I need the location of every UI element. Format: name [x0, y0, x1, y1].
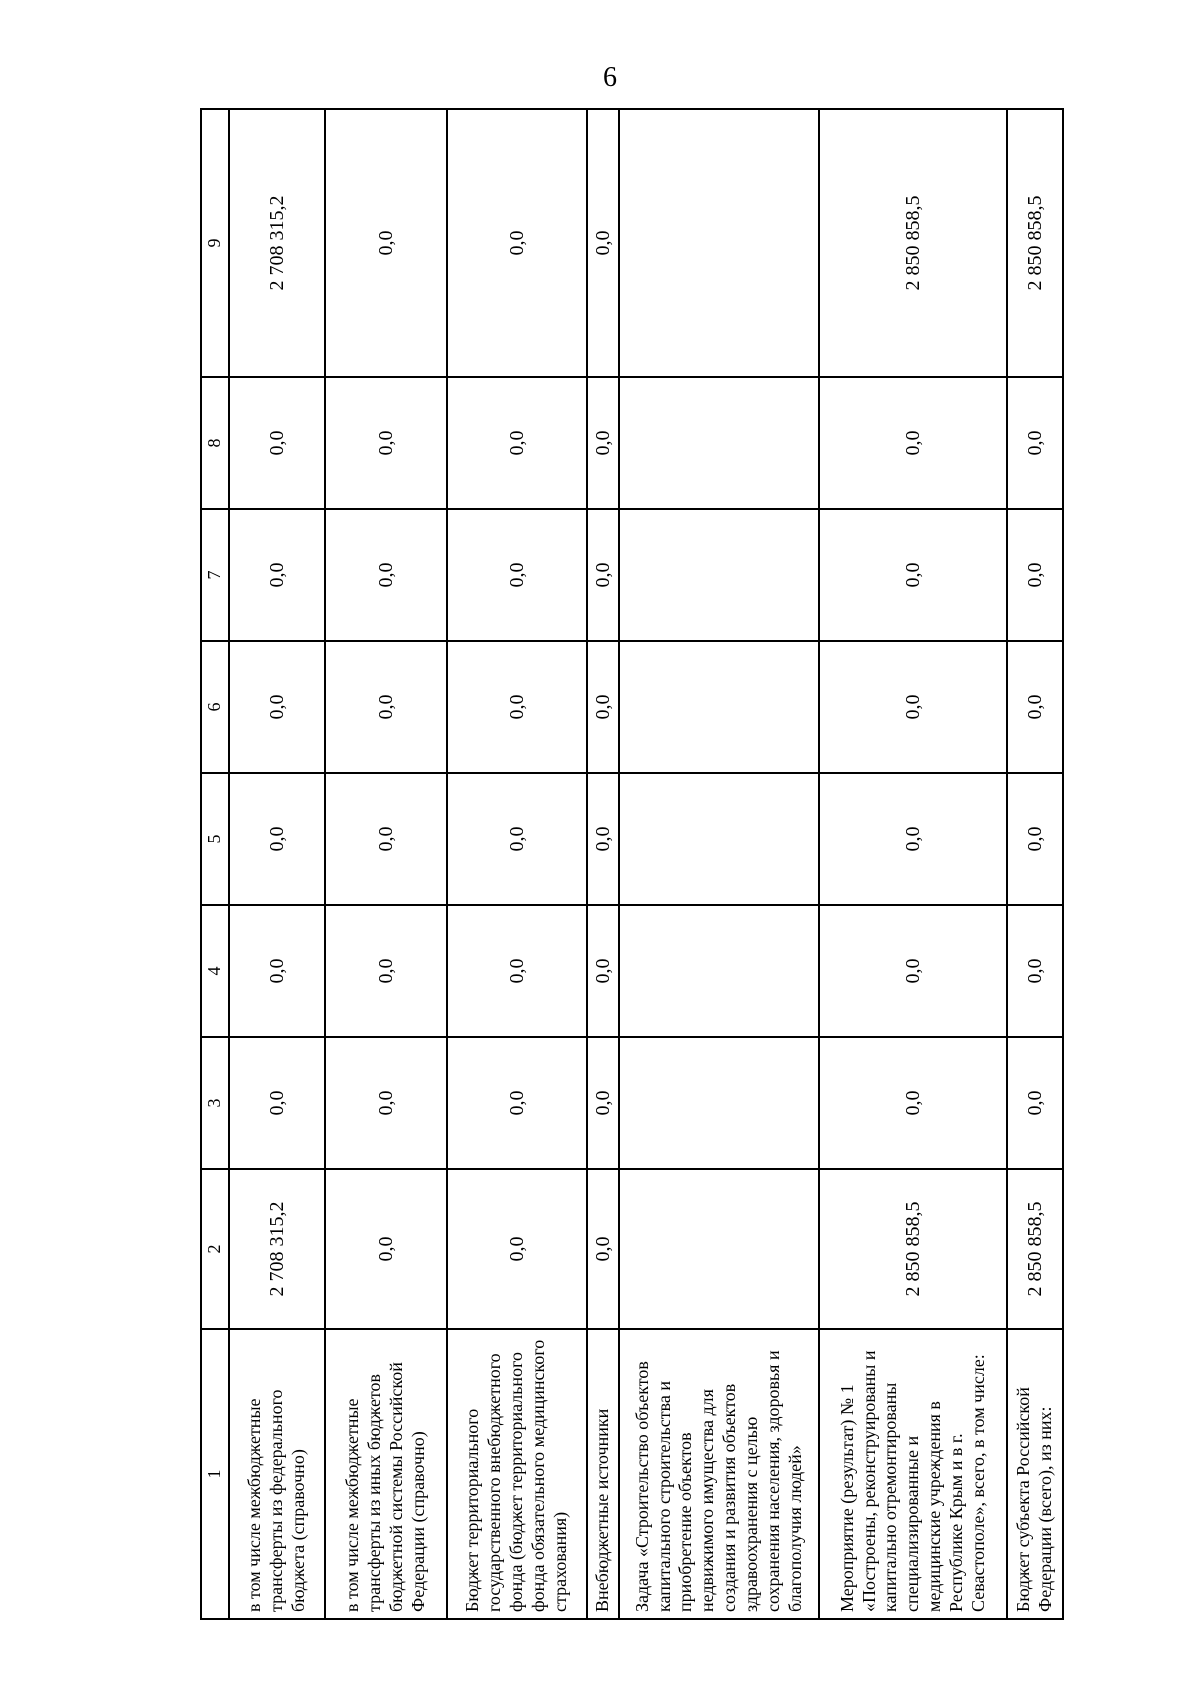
row-label: в том числе межбюджетные трансферты из иных бюджетов бюджетной системы Российской Федерации (справочно): [325, 1329, 447, 1619]
cell-value: 2 850 858,5: [1007, 109, 1063, 377]
cell-value: 0,0: [1007, 905, 1063, 1037]
cell-value: 0,0: [229, 773, 325, 905]
cell-value: 0,0: [587, 773, 619, 905]
cell-value: [619, 509, 819, 641]
cell-value: 0,0: [587, 109, 619, 377]
cell-value: 0,0: [325, 1037, 447, 1169]
row-label: Бюджет территориального государственного внебюджетного фонда (бюджет территориального фонда обязательного медицинского страхования): [447, 1329, 587, 1619]
table-row: [587, 109, 619, 1619]
row-label: Мероприятие (результат) № 1 «Построены, реконструированы и капитально отремонтированы специализированные и медицинские учреждения в Республике Крым и в г. Севастополе», всего, в том числе:: [819, 1329, 1007, 1619]
cell-value: [619, 1169, 819, 1329]
cell-value: 0,0: [325, 109, 447, 377]
cell-value: 0,0: [1007, 1037, 1063, 1169]
column-header: 9: [201, 109, 229, 377]
cell-value: 0,0: [1007, 377, 1063, 509]
cell-value: 0,0: [819, 641, 1007, 773]
cell-value: 0,0: [1007, 773, 1063, 905]
budget-table: [200, 108, 1064, 1620]
cell-value: 0,0: [587, 641, 619, 773]
cell-value: 0,0: [447, 1037, 587, 1169]
cell-value: 0,0: [819, 1037, 1007, 1169]
cell-value: 0,0: [447, 641, 587, 773]
cell-value: 0,0: [447, 905, 587, 1037]
table-header-row: [201, 109, 229, 1619]
cell-value: [619, 377, 819, 509]
cell-value: 0,0: [819, 773, 1007, 905]
column-header: 8: [201, 377, 229, 509]
cell-value: 0,0: [325, 509, 447, 641]
cell-value: 0,0: [447, 109, 587, 377]
column-header: 1: [201, 1329, 229, 1619]
column-header: 4: [201, 905, 229, 1037]
cell-value: 0,0: [229, 377, 325, 509]
cell-value: 0,0: [229, 641, 325, 773]
table-row: [819, 109, 1007, 1619]
cell-value: 0,0: [1007, 509, 1063, 641]
row-label: Задача «Строительство объектов капитального строительства и приобретение объектов недвижимого имущества для создания и развития объектов здравоохранения с целью сохранения населения, здоровья и благополучия людей»: [619, 1329, 819, 1619]
cell-value: 0,0: [447, 773, 587, 905]
cell-value: 2 708 315,2: [229, 109, 325, 377]
row-label: Бюджет субъекта Российской Федерации (всего), из них:: [1007, 1329, 1063, 1619]
cell-value: 0,0: [1007, 641, 1063, 773]
cell-value: 0,0: [325, 377, 447, 509]
column-header: 6: [201, 641, 229, 773]
cell-value: [619, 109, 819, 377]
cell-value: 0,0: [587, 1037, 619, 1169]
cell-value: 2 850 858,5: [819, 109, 1007, 377]
column-header: 7: [201, 509, 229, 641]
cell-value: 0,0: [325, 1169, 447, 1329]
cell-value: 2 708 315,2: [229, 1169, 325, 1329]
cell-value: 0,0: [325, 641, 447, 773]
table-row: [325, 109, 447, 1619]
cell-value: [619, 773, 819, 905]
cell-value: [619, 641, 819, 773]
cell-value: 0,0: [819, 377, 1007, 509]
column-header: 2: [201, 1169, 229, 1329]
cell-value: [619, 1037, 819, 1169]
row-label: Внебюджетные источники: [587, 1329, 619, 1619]
cell-value: 0,0: [819, 905, 1007, 1037]
cell-value: 0,0: [325, 905, 447, 1037]
page-number: 6: [603, 62, 617, 93]
table-row: [619, 109, 819, 1619]
cell-value: 2 850 858,5: [1007, 1169, 1063, 1329]
cell-value: 0,0: [447, 1169, 587, 1329]
table-row: [229, 109, 325, 1619]
cell-value: 2 850 858,5: [819, 1169, 1007, 1329]
cell-value: 0,0: [229, 905, 325, 1037]
cell-value: 0,0: [587, 377, 619, 509]
cell-value: 0,0: [325, 773, 447, 905]
row-label: в том числе межбюджетные трансферты из федерального бюджета (справочно): [229, 1329, 325, 1619]
cell-value: 0,0: [447, 377, 587, 509]
table-row: [1007, 109, 1063, 1619]
rotated-table-container: [200, 110, 1060, 1620]
column-header: 3: [201, 1037, 229, 1169]
cell-value: 0,0: [819, 509, 1007, 641]
cell-value: 0,0: [587, 509, 619, 641]
table-row: [447, 109, 587, 1619]
cell-value: 0,0: [587, 1169, 619, 1329]
cell-value: 0,0: [587, 905, 619, 1037]
cell-value: [619, 905, 819, 1037]
cell-value: 0,0: [229, 509, 325, 641]
cell-value: 0,0: [229, 1037, 325, 1169]
column-header: 5: [201, 773, 229, 905]
cell-value: 0,0: [447, 509, 587, 641]
rotated-table: [200, 110, 1060, 1620]
